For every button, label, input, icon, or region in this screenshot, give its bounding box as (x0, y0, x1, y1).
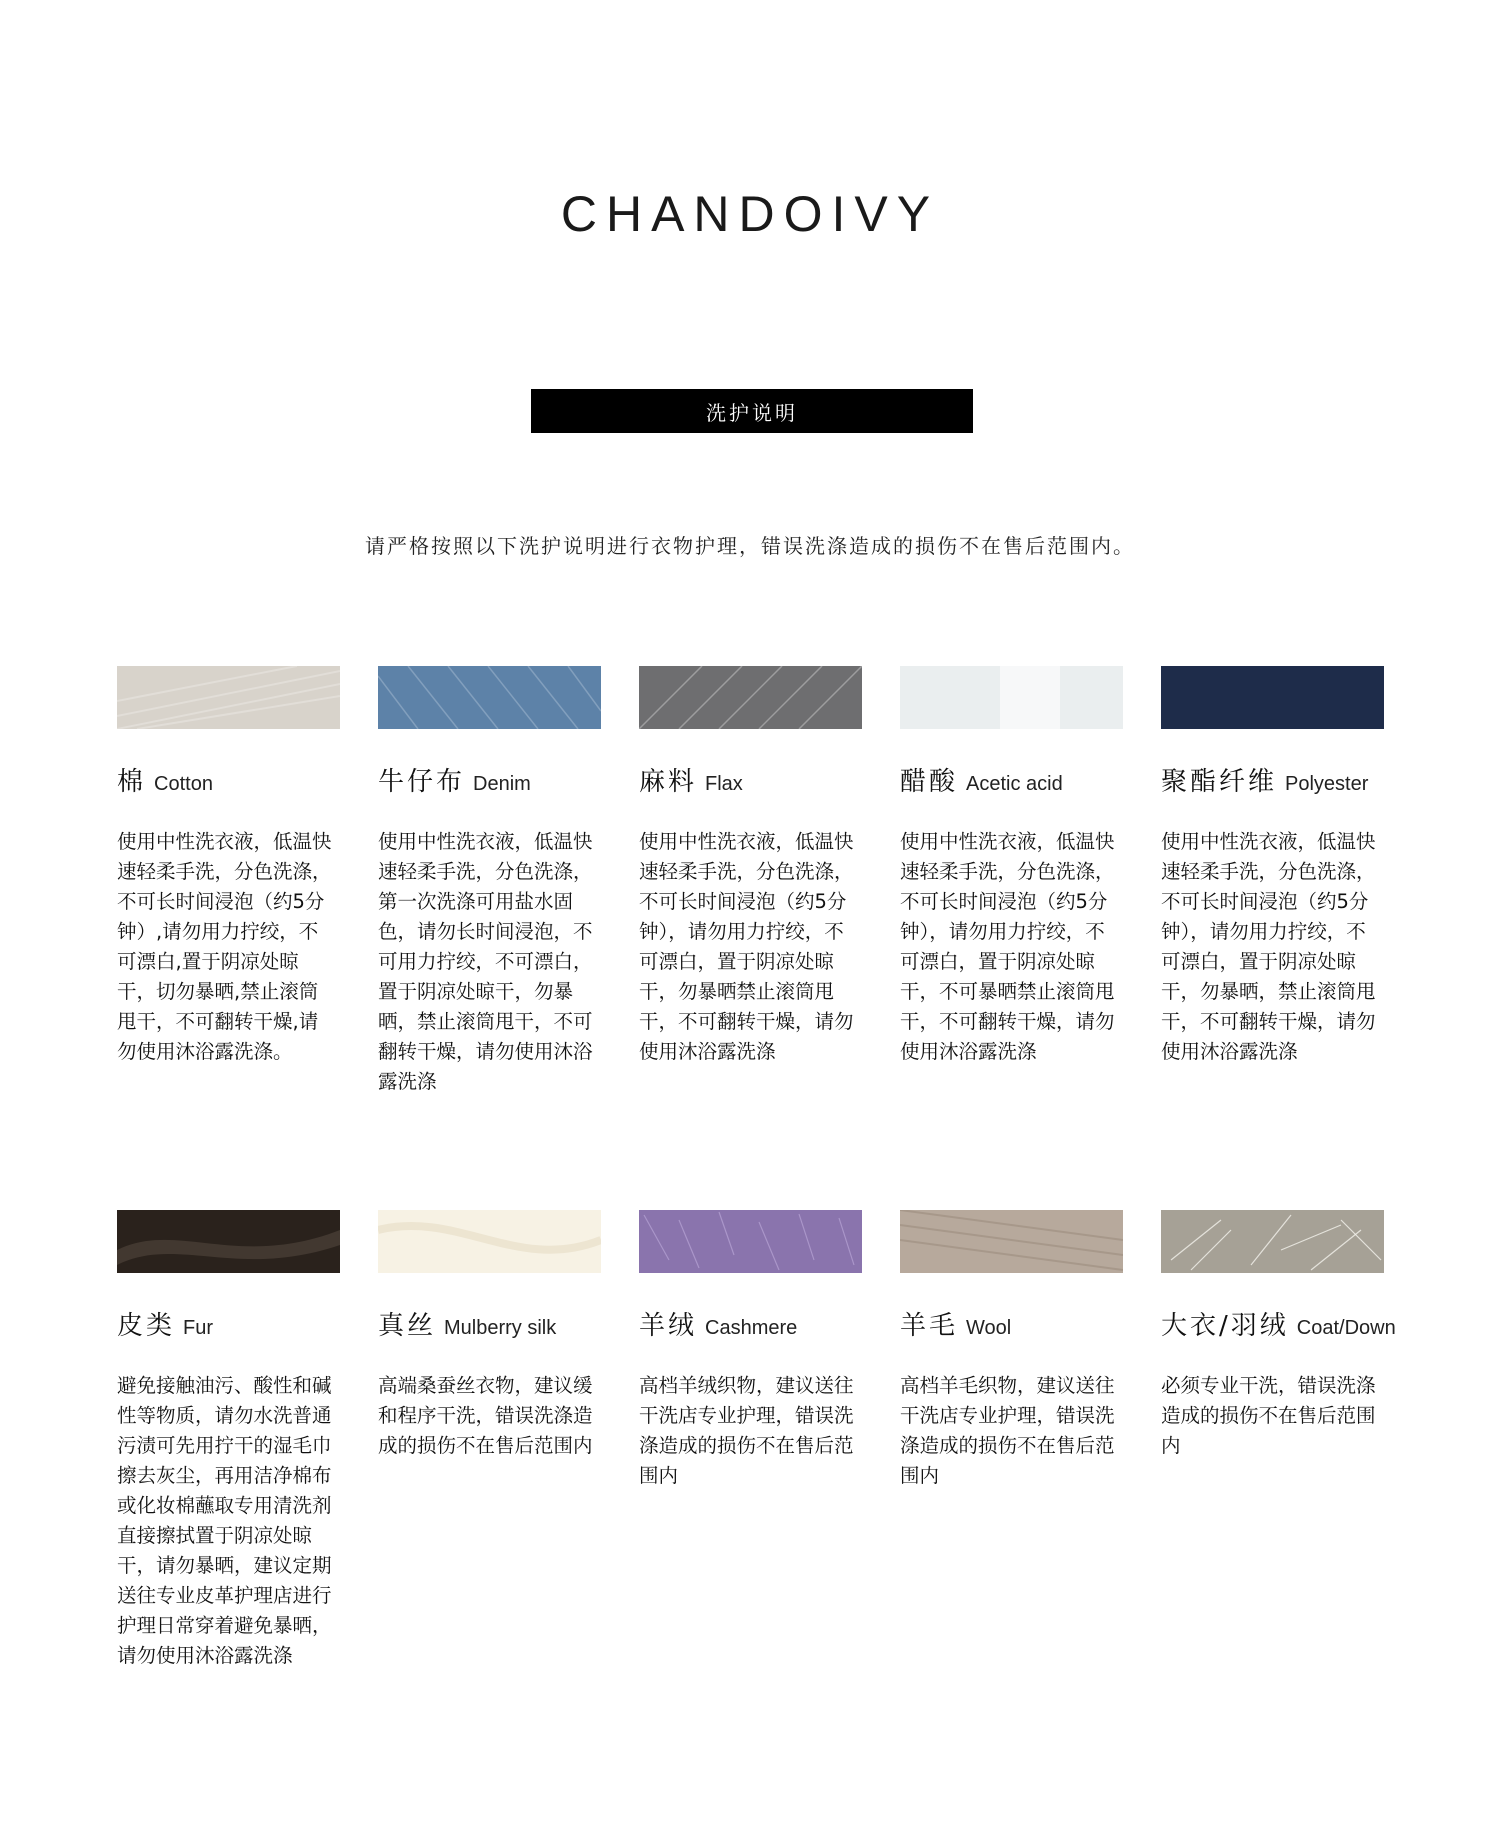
wool-swatch-fill (900, 1210, 1123, 1273)
material-card-polyester (1161, 666, 1401, 1067)
material-name-cn: 皮类 (117, 1311, 176, 1341)
material-name-cn: 聚酯纤维 (1161, 767, 1278, 797)
cashmere-swatch (639, 1210, 862, 1273)
care-description: 避免接触油污、酸性和碱性等物质，请勿水洗普通污渍可先用拧干的湿毛巾擦去灰尘，再用洁净棉布或化妆棉蘸取专用清洗剂直接擦拭置于阴凉处晾干，请勿暴晒，建议定期送往专业皮革护理店进行护理日常穿着避免暴晒，请勿使用沐浴露洗涤 (117, 1374, 332, 1667)
wool-swatch (900, 1210, 1123, 1273)
denim-swatch (378, 666, 601, 729)
care-description: 高档羊毛织物，建议送往干洗店专业护理，错误洗涤造成的损伤不在售后范围内 (900, 1374, 1115, 1487)
material-title (117, 1311, 357, 1344)
banner-label: 洗护说明 (706, 400, 798, 425)
material-name-cn: 羊绒 (639, 1311, 698, 1341)
material-name-en: Cashmere (705, 1317, 798, 1339)
material-title (639, 767, 879, 800)
material-name-en: Denim (473, 773, 531, 795)
care-description: 使用中性洗衣液，低温快速轻柔手洗，分色洗涤，不可长时间浸泡（约5分钟），请勿用力拧绞，不可漂白，置于阴凉处晾干，勿暴晒，禁止滚筒甩干，不可翻转干燥，请勿使用沐浴露洗涤 (1161, 830, 1376, 1063)
brand-logo: CHANDOIVY (560, 186, 940, 242)
material-title (117, 767, 357, 800)
material-card-flax (639, 666, 879, 1067)
material-card-mulberry-silk (378, 1210, 618, 1461)
material-name-en: Mulberry silk (444, 1317, 557, 1339)
care-description: 必须专业干洗，错误洗涤造成的损伤不在售后范围内 (1161, 1374, 1376, 1457)
material-card-fur (117, 1210, 357, 1671)
care-description: 使用中性洗衣液，低温快速轻柔手洗，分色洗涤，不可长时间浸泡（约5分钟），请勿用力拧绞，不可漂白，置于阴凉处晾干，勿暴晒禁止滚筒甩干，不可翻转干燥，请勿使用沐浴露洗涤 (639, 830, 854, 1063)
material-name-en: Cotton (154, 773, 213, 795)
care-instructions-banner (531, 389, 973, 433)
material-title (378, 767, 618, 800)
material-name-en: Flax (705, 773, 743, 795)
material-card-cotton (117, 666, 357, 1067)
material-title (378, 1311, 618, 1344)
polyester-swatch-fill (1161, 666, 1384, 729)
material-title (1161, 767, 1401, 800)
care-description: 使用中性洗衣液，低温快速轻柔手洗，分色洗涤，不可长时间浸泡（约5分钟），请勿用力拧绞，不可漂白，置于阴凉处晾干，不可暴晒禁止滚筒甩干，不可翻转干燥，请勿使用沐浴露洗涤 (900, 830, 1115, 1063)
cotton-swatch (117, 666, 340, 729)
acetic-acid-swatch (900, 666, 1123, 729)
polyester-swatch (1161, 666, 1384, 729)
coat-down-swatch (1161, 1210, 1384, 1273)
cotton-swatch-fill (117, 666, 340, 729)
material-name-en: Coat/Down (1296, 1317, 1396, 1339)
material-name-cn: 牛仔布 (378, 767, 466, 797)
material-title (1161, 1311, 1401, 1344)
care-description: 使用中性洗衣液，低温快速轻柔手洗，分色洗涤，不可长时间浸泡（约5分钟）,请勿用力拧绞，不可漂白,置于阴凉处晾干，切勿暴晒,禁止滚筒甩干，不可翻转干燥,请勿使用沐浴露洗涤。 (117, 830, 332, 1063)
material-name-en: Wool (966, 1317, 1012, 1339)
material-card-coat-down (1161, 1210, 1401, 1461)
material-title (900, 767, 1140, 800)
material-name-cn: 醋酸 (900, 767, 959, 797)
material-card-denim (378, 666, 618, 1097)
material-card-cashmere (639, 1210, 879, 1491)
cashmere-swatch-fill (639, 1210, 862, 1273)
material-name-en: Polyester (1285, 773, 1369, 795)
care-description: 高档羊绒织物，建议送往干洗店专业护理，错误洗涤造成的损伤不在售后范围内 (639, 1374, 854, 1487)
material-name-en: Fur (183, 1317, 214, 1339)
material-name-cn: 麻料 (639, 767, 698, 797)
mulberry-silk-swatch (378, 1210, 601, 1273)
material-title (639, 1311, 879, 1344)
fur-swatch (117, 1210, 340, 1273)
material-name-en: Acetic acid (966, 773, 1063, 795)
material-card-wool (900, 1210, 1140, 1491)
flax-swatch (639, 666, 862, 729)
material-name-cn: 棉 (117, 767, 147, 797)
intro-text: 请严格按照以下洗护说明进行衣物护理，错误洗涤造成的损伤不在售后范围内。 (365, 534, 1135, 558)
care-description: 高端桑蚕丝衣物，建议缓和程序干洗，错误洗涤造成的损伤不在售后范围内 (378, 1374, 593, 1457)
material-title (900, 1311, 1140, 1344)
material-name-cn: 真丝 (378, 1311, 437, 1341)
material-card-acetic-acid (900, 666, 1140, 1067)
care-description: 使用中性洗衣液，低温快速轻柔手洗，分色洗涤，第一次洗涤可用盐水固色，请勿长时间浸泡，不可用力拧绞，不可漂白，置于阴凉处晾干，勿暴晒，禁止滚筒甩干，不可翻转干燥，请勿使用沐浴露洗涤 (378, 830, 593, 1093)
material-name-cn: 羊毛 (900, 1311, 959, 1341)
material-name-cn: 大衣/羽绒 (1161, 1311, 1289, 1341)
